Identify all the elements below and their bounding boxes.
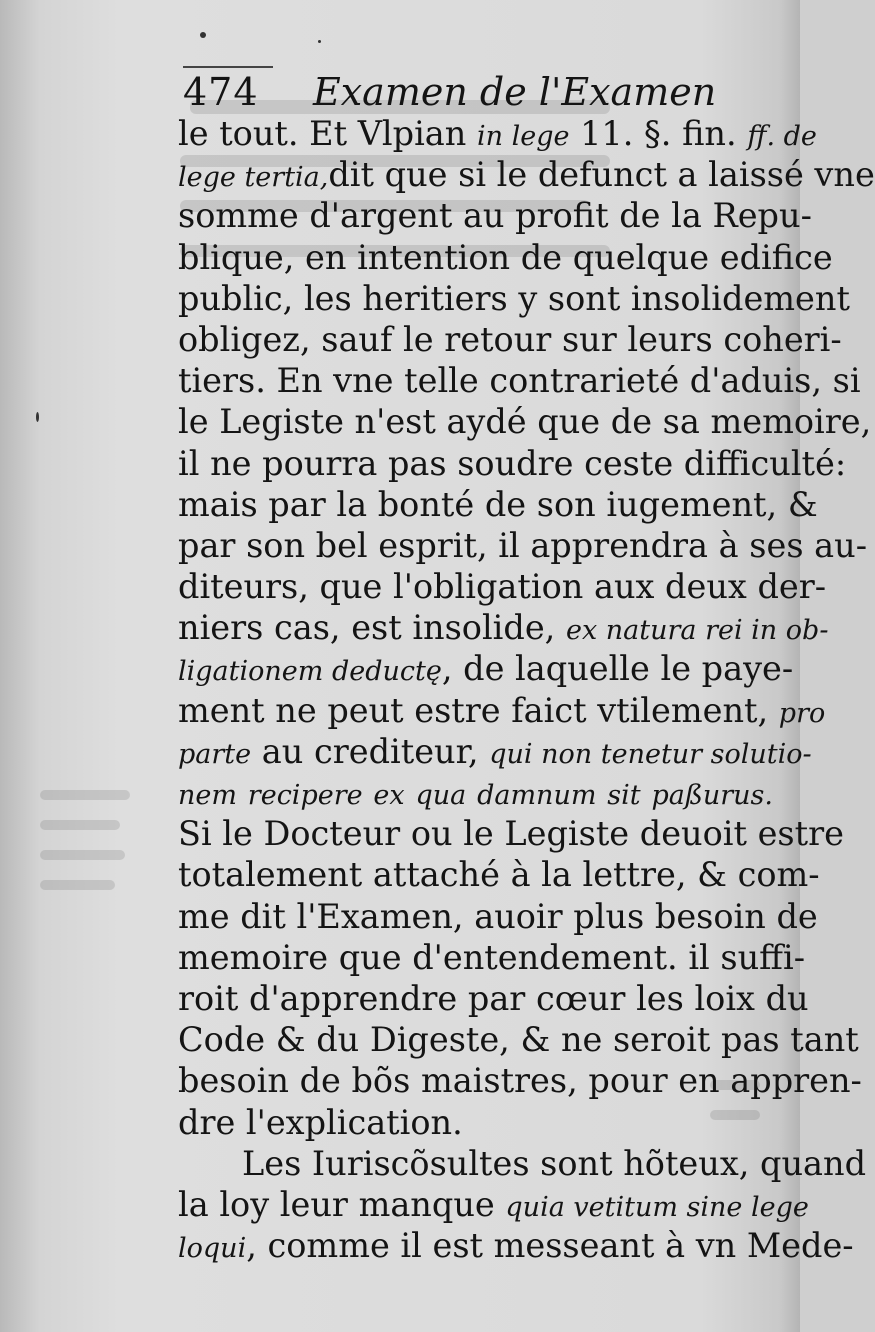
roman-text: besoin de bõs maistres, pour en appren-	[178, 1061, 862, 1101]
text-line	[178, 401, 872, 442]
roman-text: blique, en intention de quelque edifice	[178, 237, 833, 277]
roman-text: dit que si le defunct a laissé vne	[328, 155, 875, 195]
text-line	[178, 1143, 867, 1184]
roman-text: le Legiste n'est aydé que de sa memoire,	[178, 402, 872, 442]
page-number: 474	[183, 70, 259, 114]
italic-text: qui non tenetur solutio-	[489, 738, 812, 770]
text-line	[178, 813, 844, 854]
text-line	[178, 113, 817, 154]
text-line	[178, 648, 794, 689]
text-line	[178, 154, 875, 195]
ink-speck	[318, 40, 321, 43]
text-line	[178, 1102, 773, 1143]
text-line	[178, 237, 833, 278]
roman-text: Si le Docteur ou le Legiste deuoit estre	[178, 814, 844, 854]
roman-text: par son bel esprit, il apprendra à ses au-	[178, 525, 868, 565]
text-line	[178, 937, 806, 978]
italic-text: quia vetitum sine lege	[505, 1191, 809, 1223]
text-line	[178, 195, 812, 236]
roman-text: Code & du Digeste, & ne seroit pas tant	[178, 1020, 859, 1060]
text-line	[178, 1225, 854, 1266]
text-line	[178, 525, 868, 566]
roman-text: dre l'explication.	[178, 1102, 463, 1142]
roman-text: niers cas, est insolide,	[178, 608, 566, 648]
roman-text: tiers. En vne telle contrarieté d'aduis, si	[178, 361, 861, 401]
ink-speck	[36, 412, 39, 422]
italic-text: in lege	[476, 121, 570, 152]
italic-text: nem recipere ex qua damnum sit paßurus.	[178, 780, 773, 811]
text-line	[178, 978, 809, 1019]
roman-text: diteurs, que l'obligation aux deux der-	[178, 567, 827, 607]
roman-text: le tout. Et Vlpian	[178, 114, 477, 153]
roman-text: somme d'argent au profit de la Repu-	[178, 196, 812, 236]
text-line	[178, 566, 827, 607]
text-line	[178, 772, 773, 813]
text-line	[178, 1019, 859, 1060]
roman-text: me dit l'Examen, auoir plus besoin de	[178, 896, 818, 936]
text-line	[178, 1060, 862, 1101]
italic-text: pro	[778, 697, 826, 729]
text-line	[178, 896, 818, 937]
text-line	[178, 731, 812, 772]
text-line	[178, 607, 829, 648]
running-title: Examen de l'Examen	[313, 70, 717, 114]
body-text	[178, 113, 875, 1266]
ink-speck	[200, 32, 206, 38]
roman-text: totalement attaché à la lettre, & com-	[178, 855, 820, 895]
italic-text: ff. de	[747, 121, 817, 152]
italic-text: lege tertia,	[178, 162, 329, 194]
roman-text: la loy leur manque	[178, 1184, 506, 1224]
text-line	[178, 484, 818, 525]
roman-text: public, les heritiers y sont insolidement	[178, 278, 850, 318]
roman-text: 11. §. fin.	[569, 114, 748, 153]
roman-text: Les Iuriscõsultes sont hõteux, quand	[242, 1143, 867, 1183]
roman-text: il ne pourra pas soudre ceste difficulté:	[178, 443, 847, 483]
italic-text: ligationem deductę	[178, 656, 442, 688]
italic-text: loqui	[178, 1233, 247, 1265]
roman-text: obligez, sauf le retour sur leurs coheri-	[178, 319, 842, 359]
text-line	[178, 854, 820, 895]
text-line	[178, 1184, 809, 1225]
text-line	[178, 319, 842, 360]
roman-text: mais par la bonté de son iugement, &	[178, 484, 818, 524]
roman-text: memoire que d'entendement. il suffi-	[178, 937, 806, 977]
italic-text: ex natura rei in ob-	[565, 615, 829, 647]
text-line	[178, 690, 826, 731]
roman-text: au crediteur,	[251, 731, 490, 771]
roman-text: ment ne peut estre faict vtilement,	[178, 690, 779, 730]
text-line	[178, 278, 850, 319]
header-rule	[183, 66, 273, 68]
text-line	[178, 443, 847, 484]
roman-text: , comme il est messeant à vn Mede-	[246, 1226, 854, 1266]
roman-text: roit d'apprendre par cœur les loix du	[178, 978, 809, 1018]
roman-text: , de laquelle le paye-	[441, 649, 794, 689]
italic-text: parte	[178, 738, 252, 770]
text-line	[178, 360, 861, 401]
